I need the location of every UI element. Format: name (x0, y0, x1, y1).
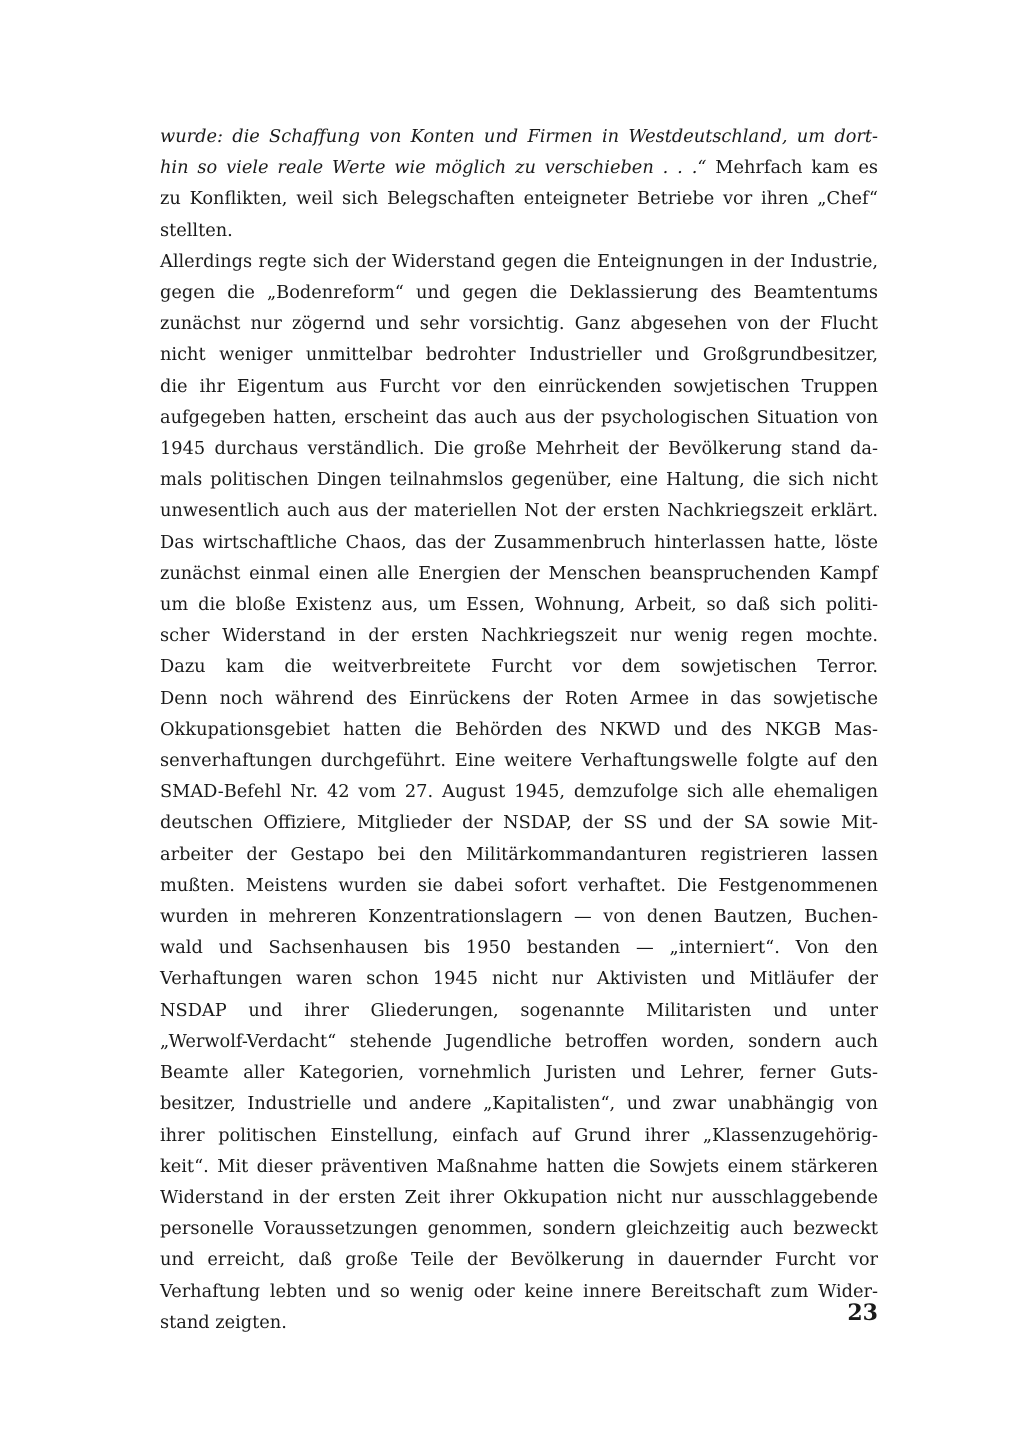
text-line (160, 1152, 878, 1183)
text-run: keit“. Mit dieser präventiven Maßnahme hatten die Sowjets einem stärkeren (160, 1156, 878, 1177)
text-line (160, 871, 878, 902)
text-line (160, 278, 878, 309)
text-run: Denn noch während des Einrückens der Roten Armee in das sowjetische (160, 688, 878, 709)
text-run: zunächst nur zögernd und sehr vorsichtig. Ganz abgesehen von der Flucht (160, 314, 878, 335)
text-run: SMAD-Befehl Nr. 42 vom 27. August 1945, demzufolge sich alle ehemaligen (160, 782, 878, 803)
text-line (160, 216, 878, 247)
text-run: Okkupationsgebiet hatten die Behörden des NKWD und des NKGB Mas- (160, 719, 878, 740)
text-run: stand zeigten. (160, 1312, 287, 1333)
text-line (160, 902, 878, 933)
text-line (160, 122, 878, 153)
text-line (160, 590, 878, 621)
text-line (160, 996, 878, 1027)
body-text (160, 122, 878, 1339)
text-line (160, 1089, 878, 1120)
text-run: zu Konflikten, weil sich Belegschaften enteigneter Betriebe vor ihren „Chef“ (160, 189, 878, 210)
text-run: wurden in mehreren Konzentrationslagern — von denen Bautzen, Buchen- (160, 907, 878, 928)
text-line (160, 715, 878, 746)
text-run: Verhaftungen waren schon 1945 nicht nur Aktivisten und Mitläufer der (160, 969, 878, 990)
text-line (160, 184, 878, 215)
text-run: besitzer, Industrielle und andere „Kapitalisten“, und zwar unabhängig von (160, 1094, 878, 1115)
text-line (160, 434, 878, 465)
text-run: um die bloße Existenz aus, um Essen, Wohnung, Arbeit, so daß sich politi- (160, 595, 878, 616)
text-run: arbeiter der Gestapo bei den Militärkommandanturen registrieren lassen (160, 844, 878, 865)
text-line (160, 684, 878, 715)
italic-text-run: wurde: die Schaffung von Konten und Firmen in Westdeutschland, um dort- (160, 127, 878, 147)
text-line (160, 465, 878, 496)
text-run: personelle Voraussetzungen genommen, sondern gleichzeitig auch bezweckt (160, 1219, 878, 1240)
text-line (160, 777, 878, 808)
text-line (160, 1183, 878, 1214)
text-run: Allerdings regte sich der Widerstand gegen die Enteignungen in der Industrie, (160, 251, 878, 272)
text-run: „Werwolf-Verdacht“ stehende Jugendliche betroffen worden, sondern auch (160, 1031, 878, 1052)
text-run: NSDAP und ihrer Gliederungen, sogenannte Militaristen und unter (160, 1000, 878, 1021)
text-line (160, 372, 878, 403)
text-run: zunächst einmal einen alle Energien der Menschen beanspruchenden Kampf (160, 563, 878, 584)
text-line (160, 840, 878, 871)
text-line (160, 933, 878, 964)
text-line (160, 309, 878, 340)
text-line (160, 247, 878, 278)
text-run: die ihr Eigentum aus Furcht vor den einrückenden sowjetischen Truppen (160, 376, 878, 397)
text-run: Dazu kam die weitverbreitete Furcht vor dem sowjetischen Terror. (160, 657, 878, 678)
text-line (160, 746, 878, 777)
text-run: deutschen Offiziere, Mitglieder der NSDAP, der SS und der SA sowie Mit- (160, 813, 878, 834)
text-line (160, 621, 878, 652)
text-line (160, 1277, 878, 1308)
text-run: nicht weniger unmittelbar bedrohter Industrieller und Großgrundbesitzer, (160, 345, 878, 366)
italic-text-run: hin so viele reale Werte wie möglich zu verschieben . . .“ (160, 158, 707, 179)
text-line (160, 1027, 878, 1058)
text-line (160, 1308, 878, 1339)
text-run: Mehrfach kam es (706, 158, 878, 179)
text-run: ihrer politischen Einstellung, einfach auf Grund ihrer „Klassenzugehörig- (160, 1125, 878, 1146)
text-run: gegen die „Bodenreform“ und gegen die Deklassierung des Beamtentums (160, 283, 878, 304)
text-line (160, 964, 878, 995)
text-line (160, 559, 878, 590)
text-line (160, 340, 878, 371)
page-number: 23 (847, 1300, 878, 1326)
text-run: stellten. (160, 220, 233, 241)
text-run: mals politischen Dingen teilnahmslos gegenüber, eine Haltung, die sich nicht (160, 470, 878, 491)
text-line (160, 808, 878, 839)
text-line (160, 1245, 878, 1276)
text-run: Widerstand in der ersten Zeit ihrer Okkupation nicht nur ausschlaggebende (160, 1187, 878, 1208)
text-line (160, 496, 878, 527)
text-line (160, 153, 878, 184)
text-run: 1945 durchaus verständlich. Die große Mehrheit der Bevölkerung stand da- (160, 439, 878, 460)
text-run: Das wirtschaftliche Chaos, das der Zusammenbruch hinterlassen hatte, löste (160, 532, 878, 553)
text-line (160, 403, 878, 434)
text-line (160, 528, 878, 559)
text-line (160, 652, 878, 683)
text-run: wald und Sachsenhausen bis 1950 bestanden — „interniert“. Von den (160, 938, 878, 959)
text-run: scher Widerstand in der ersten Nachkriegszeit nur wenig regen mochte. (160, 626, 878, 647)
text-run: unwesentlich auch aus der materiellen Not der ersten Nachkriegszeit erklärt. (160, 501, 878, 522)
text-run: und erreicht, daß große Teile der Bevölkerung in dauernder Furcht vor (160, 1250, 878, 1271)
text-line (160, 1058, 878, 1089)
text-run: Verhaftung lebten und so wenig oder keine innere Bereitschaft zum Wider- (160, 1281, 878, 1302)
text-run: aufgegeben hatten, erscheint das auch aus der psychologischen Situation von (160, 407, 878, 428)
text-line (160, 1121, 878, 1152)
text-line (160, 1214, 878, 1245)
text-run: senverhaftungen durchgeführt. Eine weitere Verhaftungswelle folgte auf den (160, 751, 878, 772)
text-run: Beamte aller Kategorien, vornehmlich Juristen und Lehrer, ferner Guts- (160, 1063, 878, 1084)
text-run: mußten. Meistens wurden sie dabei sofort verhaftet. Die Festgenommenen (160, 875, 878, 896)
